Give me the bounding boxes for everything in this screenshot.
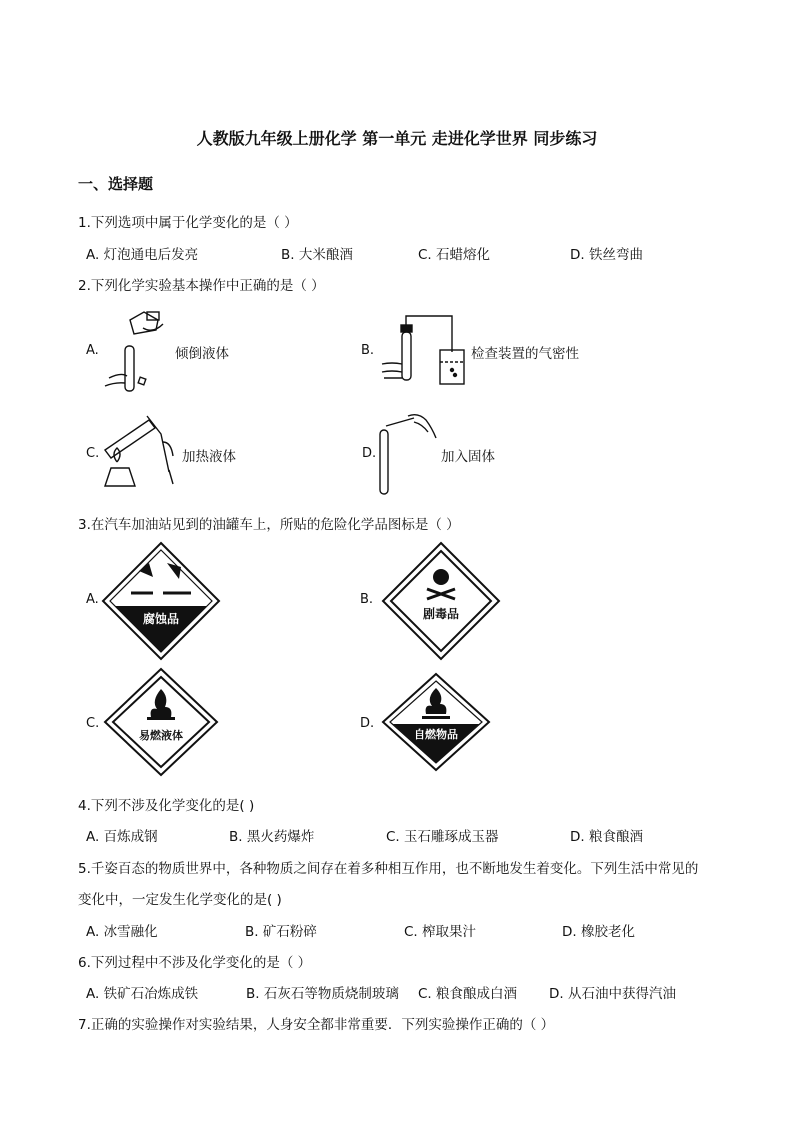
spontaneous-combustion-sign-icon	[381, 672, 491, 772]
question-6-stem: 6.下列过程中不涉及化学变化的是（ ）	[78, 955, 312, 971]
question-5-option-c[interactable]: C. 榨取果汁	[404, 924, 477, 940]
toxic-sign-icon	[381, 541, 501, 661]
question-4-option-a[interactable]: A. 百炼成钢	[86, 829, 158, 845]
question-1-option-b[interactable]: B. 大米酿酒	[281, 247, 353, 263]
section-heading: 一、选择题	[78, 175, 154, 193]
question-2-stem: 2.下列化学实验基本操作中正确的是（ ）	[78, 278, 325, 294]
question-4-option-b[interactable]: B. 黑火药爆炸	[229, 829, 315, 845]
question-1-stem: 1.下列选项中属于化学变化的是（ ）	[78, 215, 298, 231]
spontaneous-combustion-sign-text: 自燃物品	[414, 728, 458, 741]
question-1-option-d[interactable]: D. 铁丝弯曲	[570, 247, 643, 263]
adding-solid-illustration	[378, 412, 438, 497]
heating-liquid-illustration	[99, 412, 184, 492]
question-2-caption-a: 倾倒液体	[175, 346, 229, 362]
question-2-label-c[interactable]: C.	[86, 446, 100, 461]
question-5-option-b[interactable]: B. 矿石粉碎	[245, 924, 317, 940]
question-3-label-c[interactable]: C.	[86, 716, 100, 731]
question-2-caption-b: 检查装置的气密性	[471, 346, 579, 362]
page-title: 人教版九年级上册化学 第一单元 走进化学世界 同步练习	[196, 129, 598, 148]
question-3-stem: 3.在汽车加油站见到的油罐车上，所贴的危险化学品图标是（ ）	[78, 517, 460, 533]
question-4-option-c[interactable]: C. 玉石雕琢成玉器	[386, 829, 499, 845]
question-6-option-c[interactable]: C. 粮食酿成白酒	[418, 986, 518, 1002]
question-3-label-b[interactable]: B.	[360, 592, 374, 607]
flammable-liquid-sign-text: 易燃液体	[139, 729, 183, 742]
corrosive-sign-text: 腐蚀品	[142, 612, 180, 626]
pouring-liquid-illustration	[97, 308, 172, 396]
corrosive-sign-icon	[101, 541, 221, 661]
question-2-label-d[interactable]: D.	[362, 446, 377, 461]
flammable-liquid-sign-icon	[101, 667, 221, 777]
question-3-label-d[interactable]: D.	[360, 716, 375, 731]
airtightness-check-illustration	[380, 312, 470, 387]
question-2-label-a[interactable]: A.	[86, 343, 99, 358]
question-2-caption-c: 加热液体	[182, 449, 236, 465]
question-5-stem-line1: 5.千姿百态的物质世界中，各种物质之间存在着多种相互作用，也不断地发生着变化。下列生活中常见的	[78, 861, 699, 877]
question-6-option-a[interactable]: A. 铁矿石冶炼成铁	[86, 986, 199, 1002]
question-3-label-a[interactable]: A.	[86, 592, 99, 607]
question-6-option-b[interactable]: B. 石灰石等物质烧制玻璃	[246, 986, 399, 1002]
question-5-option-a[interactable]: A. 冰雪融化	[86, 924, 158, 940]
question-2-label-b[interactable]: B.	[361, 343, 375, 358]
question-4-stem: 4.下列不涉及化学变化的是( )	[78, 798, 255, 814]
question-4-option-d[interactable]: D. 粮食酿酒	[570, 829, 643, 845]
question-5-option-d[interactable]: D. 橡胶老化	[562, 924, 635, 940]
question-7-stem: 7.正确的实验操作对实验结果，人身安全都非常重要．下列实验操作正确的（ ）	[78, 1017, 555, 1033]
question-6-option-d[interactable]: D. 从石油中获得汽油	[549, 986, 676, 1002]
question-1-option-a[interactable]: A. 灯泡通电后发亮	[86, 247, 199, 263]
question-2-caption-d: 加入固体	[441, 449, 495, 465]
question-5-stem-line2: 变化中，一定发生化学变化的是( )	[78, 892, 282, 908]
toxic-sign-text: 剧毒品	[422, 607, 460, 621]
question-1-option-c[interactable]: C. 石蜡熔化	[418, 247, 491, 263]
